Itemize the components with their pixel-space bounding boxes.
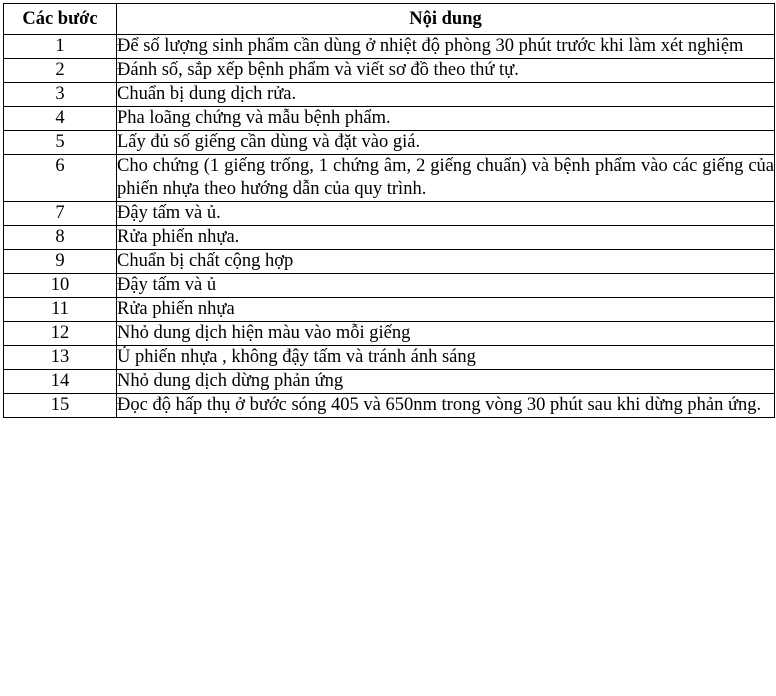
table-row bbox=[4, 35, 775, 59]
step-content: Nhỏ dung dịch dừng phản ứng bbox=[117, 370, 775, 394]
table-row bbox=[4, 250, 775, 274]
table-row bbox=[4, 322, 775, 346]
table-row bbox=[4, 155, 775, 202]
step-number: 5 bbox=[4, 131, 117, 155]
step-number: 4 bbox=[4, 107, 117, 131]
header-steps: Các bước bbox=[4, 4, 117, 35]
step-content: Lấy đủ số giếng cần dùng và đặt vào giá. bbox=[117, 131, 775, 155]
table-row bbox=[4, 370, 775, 394]
header-content: Nội dung bbox=[117, 4, 775, 35]
step-number: 14 bbox=[4, 370, 117, 394]
step-number: 11 bbox=[4, 298, 117, 322]
steps-table bbox=[3, 3, 775, 418]
step-content: Pha loãng chứng và mẫu bệnh phẩm. bbox=[117, 107, 775, 131]
step-content: Đậy tấm và ủ. bbox=[117, 202, 775, 226]
table-row bbox=[4, 346, 775, 370]
step-number: 3 bbox=[4, 83, 117, 107]
step-content: Nhỏ dung dịch hiện màu vào mỗi giếng bbox=[117, 322, 775, 346]
step-number: 1 bbox=[4, 35, 117, 59]
table-row bbox=[4, 394, 775, 418]
header-row bbox=[4, 4, 775, 35]
step-content: Đánh số, sắp xếp bệnh phẩm và viết sơ đồ theo thứ tự. bbox=[117, 59, 775, 83]
table-row bbox=[4, 131, 775, 155]
table-row bbox=[4, 298, 775, 322]
step-number: 8 bbox=[4, 226, 117, 250]
step-number: 9 bbox=[4, 250, 117, 274]
table-row bbox=[4, 107, 775, 131]
step-content: Rửa phiến nhựa. bbox=[117, 226, 775, 250]
step-content: Ủ phiến nhựa , không đậy tấm và tránh ánh sáng bbox=[117, 346, 775, 370]
step-number: 7 bbox=[4, 202, 117, 226]
step-number: 2 bbox=[4, 59, 117, 83]
step-content: Đậy tấm và ủ bbox=[117, 274, 775, 298]
step-content: Đọc độ hấp thụ ở bước sóng 405 và 650nm trong vòng 30 phút sau khi dừng phản ứng. bbox=[117, 394, 775, 418]
table-row bbox=[4, 274, 775, 298]
table-row bbox=[4, 59, 775, 83]
step-content: Cho chứng (1 giếng trống, 1 chứng âm, 2 giếng chuẩn) và bệnh phẩm vào các giếng của phiến nhựa theo hướng dẫn của quy trình. bbox=[117, 155, 775, 202]
step-number: 13 bbox=[4, 346, 117, 370]
step-number: 10 bbox=[4, 274, 117, 298]
step-content: Rửa phiến nhựa bbox=[117, 298, 775, 322]
step-number: 15 bbox=[4, 394, 117, 418]
step-number: 6 bbox=[4, 155, 117, 202]
step-content: Chuẩn bị chất cộng hợp bbox=[117, 250, 775, 274]
table-row bbox=[4, 226, 775, 250]
step-content: Để số lượng sinh phẩm cần dùng ở nhiệt độ phòng 30 phút trước khi làm xét nghiệm bbox=[117, 35, 775, 59]
table-row bbox=[4, 202, 775, 226]
step-content: Chuẩn bị dung dịch rửa. bbox=[117, 83, 775, 107]
step-number: 12 bbox=[4, 322, 117, 346]
table-row bbox=[4, 83, 775, 107]
